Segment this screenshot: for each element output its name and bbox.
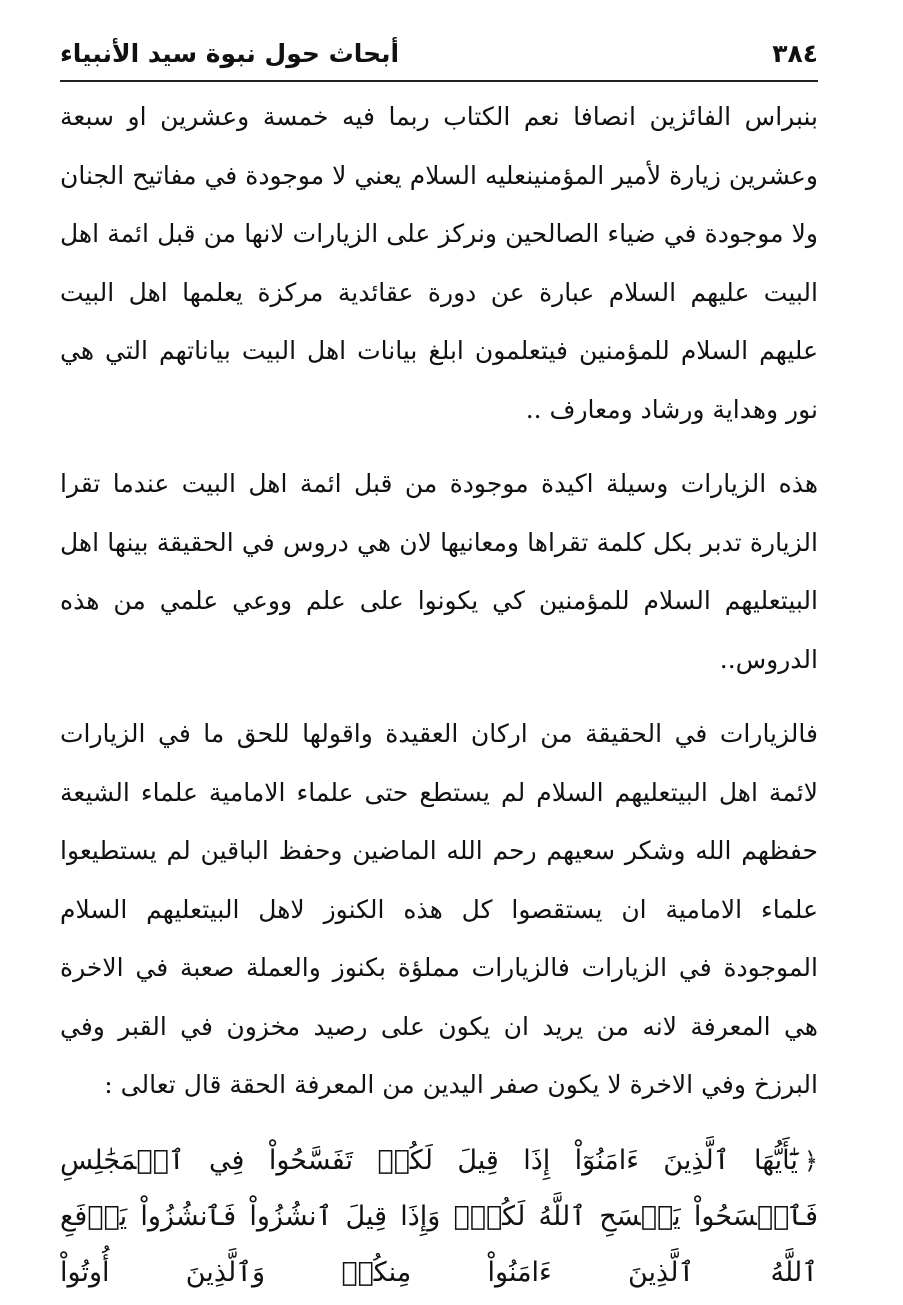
page-number: ٣٨٤ <box>772 39 818 68</box>
header-divider <box>60 80 818 82</box>
paragraph-3: فالزيارات في الحقيقة من اركان العقيدة واقولها للحق ما في الزيارات لائمة اهل البيتعليهم السلام لم يستطع حتى علماء الامامية علماء الشيعة حفظهم الله وشكر سعيهم رحم الله الماضين وحفظ الباقين لم يستطيعوا علماء الامامية ان يستقصوا كل هذه الكنوز لاهل البيتعليهم السلام الموجودة في الزيارات فالزيارات مملؤة بكنوز والعملة صعبة في الاخرة هي المعرفة لانه من يريد ان يكون على رصيد مخزون في القبر وفي البرزخ وفي الاخرة لا يكون صفر اليدين من المعرفة الحقة قال تعالى : <box>60 719 818 1099</box>
quran-verse <box>60 1133 818 1301</box>
paragraph-1: بنبراس الفائزين انصافا نعم الكتاب ربما فيه خمسة وعشرين او سبعة وعشرين زيارة لأمير المؤمنينعليه السلام يعني لا موجودة في مفاتيح الجنان ولا موجودة في ضياء الصالحين ونركز على الزيارات لانها من قبل ائمة اهل البيت عليهم السلام عبارة عن دورة عقائدية مركزة يعلمها اهل البيت عليهم السلام للمؤمنين فيتعلمون ابلغ بيانات اهل البيت بياناتهم التي هي نور وهداية ورشاد ومعارف .. <box>60 102 818 424</box>
paragraph-2: هذه الزيارات وسيلة اكيدة موجودة من قبل ائمة اهل البيت عندما تقرا الزيارة تدبر بكل كلمة تقراها ومعانيها لان هي دروس في الحقيقة بينها اهل البيتعليهم السلام للمؤمنين كي يكونوا على علم ووعي علمي من هذه الدروس.. <box>60 469 818 674</box>
book-page <box>60 32 818 1301</box>
verse-open-bracket: ﴿ <box>803 1146 818 1175</box>
running-title: أبحاث حول نبوة سيد الأنبياء <box>60 39 400 68</box>
verse-text: يَٰٓأَيُّهَا ٱلَّذِينَ ءَامَنُوٓاْ إِذَا قِيلَ لَكُمۡ تَفَسَّحُواْ فِي ٱلۡمَجَٰلِسِ فَٱفۡسَحُواْ يَفۡسَحِ ٱللَّهُ لَكُمۡۖ وَإِذَا قِيلَ ٱنشُزُواْ فَٱنشُزُواْ يَرۡفَعِ ٱللَّهُ ٱلَّذِينَ ءَامَنُواْ مِنكُمۡ وَٱلَّذِينَ أُوتُواْ <box>60 1144 818 1288</box>
page-header <box>60 32 818 76</box>
